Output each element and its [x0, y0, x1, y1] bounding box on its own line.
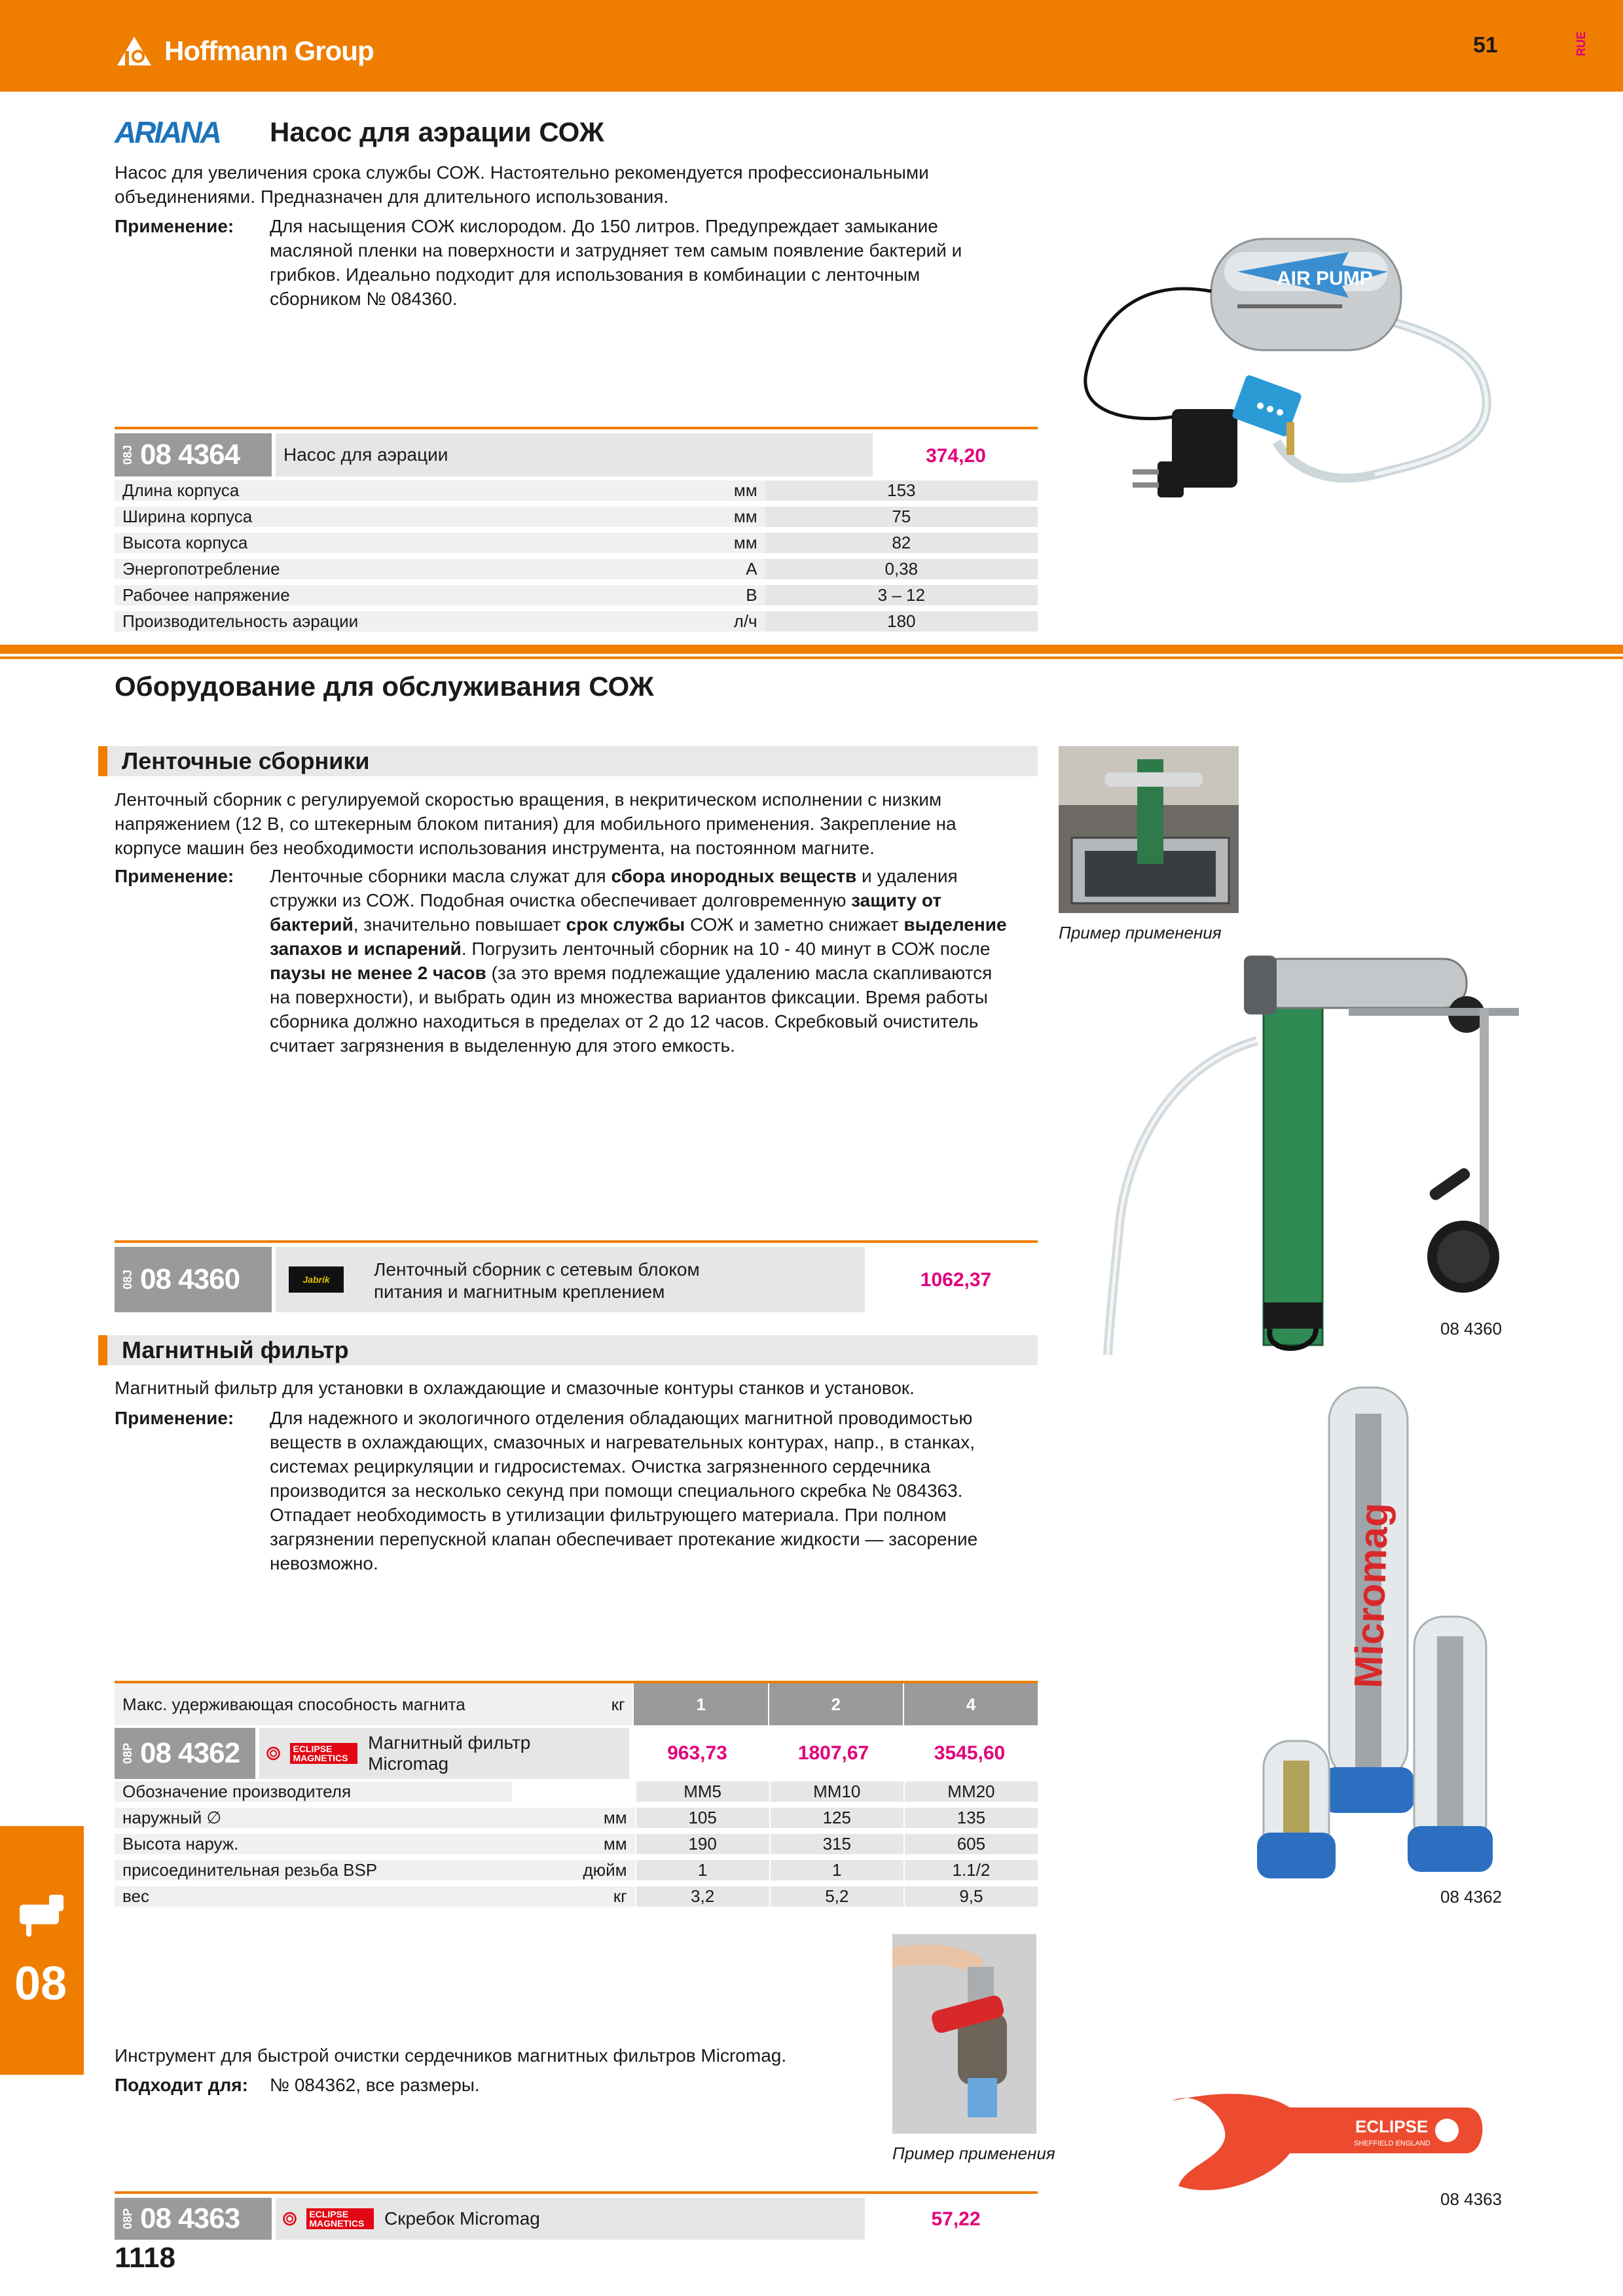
spec-row: наружный ∅ мм 105 125 135: [115, 1805, 1038, 1831]
aeration-intro: Насос для увеличения срока службы СОЖ. Настоятельно рекомендуется профессиональными объединениями. Предназначен для длительного использования.: [115, 162, 929, 207]
scraper-price: 57,22: [931, 2208, 981, 2230]
footer-page-number: 1118: [115, 2242, 176, 2274]
air-pump-image: [1061, 226, 1532, 540]
magfilter-price: 3545,60: [934, 1742, 1006, 1764]
aeration-app-label: Применение:: [115, 216, 234, 236]
magfilter-product-name: Магнитный фильтр Micromag: [368, 1732, 531, 1774]
belt-caption: Пример применения: [1059, 923, 1222, 942]
chapter-number: 08: [14, 1958, 67, 2010]
spec-row: Длина корпуса мм 153: [115, 478, 1038, 504]
belt-app-label: Применение:: [115, 866, 234, 886]
magfilter-app-text: Для надежного и экологичного отделения обладающих магнитной проводимостью веществ в охлаждающих, смазочных и нагревательных контурах, напр., в станках, системах рециркуляции и гидросистемах. Очистка загрязненного сердечника производится за несколько секунд при помощи специального скребка № 084363. Отпадает необходимость в утилизации фильтрующего материала. При полном загрязнении перепускной клапан обеспечивает протекание жидкости — засорение невозможно.: [270, 1408, 978, 1573]
scraper-image: [1159, 2081, 1493, 2199]
art-number: 08 4360: [140, 1263, 240, 1295]
magfilter-intro: Магнитный фильтр для установки в охлаждающие и смазочные контуры станков и установок.: [115, 1378, 915, 1398]
belt-product-name: Ленточный сборник с сетевым блоком питания и магнитным креплением: [374, 1259, 700, 1302]
magfilter-head-row: Макс. удерживающая способность магнита кг 1 2 4: [115, 1683, 1038, 1725]
magfilter-subhead: Магнитный фильтр: [98, 1335, 1038, 1365]
belt-application-photo: [1059, 746, 1239, 913]
aeration-title: Насос для аэрации СОЖ: [270, 117, 604, 147]
magfilter-price: 1807,67: [797, 1742, 869, 1764]
spec-row: Обозначение производителя MM5 MM10 MM20: [115, 1779, 1038, 1805]
belt-skimmer-image: [1087, 936, 1519, 1361]
spec-row: Производительность аэрации л/ч 180: [115, 609, 1038, 635]
art-prefix: 08J: [121, 1269, 134, 1290]
belt-app-text: Ленточные сборники масла служат для сбора инородных веществ и удаления стружки из СОЖ. Подобная очистка обеспечивает долговременную защиту от бактерий, значительно повышает срок службы СОЖ и заметно снижает выделение запахов и испарений. Погрузить ленточный сборник на 10 - 40 минут в СОЖ после паузы не менее 2 часов (за это время подлежащие удалению масла скапливаются на поверхности), и выбрать один из множества вариантов фиксации. Время работы сборника должно находиться в пределах от 2 до 12 часов. Скребковый очиститель считает загрязнения в выделенную для этого емкость.: [270, 866, 1007, 1056]
belt-subhead: Ленточные сборники: [98, 746, 1038, 776]
aeration-spec-table: [115, 478, 1038, 635]
art-number: 08 4364: [140, 439, 240, 471]
belt-price: 1062,37: [920, 1269, 992, 1291]
hoffmann-logo-icon: [115, 34, 158, 68]
scraper-fits-text: № 084362, все размеры.: [270, 2075, 480, 2095]
eclipse-logo: ECLIPSE MAGNETICS: [266, 1742, 357, 1765]
magfilter-product-row[interactable]: [115, 1728, 1038, 1779]
chapter-tab[interactable]: [0, 1826, 84, 2075]
aeration-product-name: Насос для аэрации: [276, 433, 873, 476]
belt-product-cell: [276, 1247, 865, 1312]
aeration-art-box: [115, 433, 272, 476]
spec-row: Высота наруж. мм 190 315 605: [115, 1831, 1038, 1857]
aeration-product-row[interactable]: [115, 427, 1038, 478]
page-number: 51: [1473, 33, 1498, 58]
lang-tag: RUE: [1575, 31, 1588, 57]
pump-label-text: AIR PUMP: [1277, 268, 1373, 289]
belt-intro: Ленточный сборник с регулируемой скоростью вращения, в некритическом исполнении с низким напряжением (12 В, со штекерным блоком питания) для мобильного применения. Закрепление на корпусе машин без необходимости использования инструмента, на постоянном магните.: [115, 789, 957, 858]
belt-image-label: 08 4360: [1440, 1319, 1502, 1338]
micromag-word: Micromag: [1346, 1501, 1396, 1689]
scraper-application-photo: [892, 1934, 1036, 2134]
micromag-image: [1244, 1374, 1519, 1885]
scraper-fits-label: Подходит для:: [115, 2075, 248, 2095]
spec-row: Рабочее напряжение B 3 – 12: [115, 583, 1038, 609]
section-divider-line: [0, 656, 1623, 659]
belt-product-row[interactable]: [115, 1240, 1038, 1314]
scraper-product-row[interactable]: [115, 2191, 1038, 2241]
art-prefix: 08J: [121, 444, 134, 465]
scraper-engraving-sub: SHEFFIELD ENGLAND: [1354, 2140, 1431, 2147]
magfilter-art-box: 08P 08 4362: [115, 1728, 255, 1779]
magfilter-product-cell: [259, 1728, 629, 1779]
magfilter-app-label: Применение:: [115, 1408, 234, 1428]
brand-name: Hoffmann Group: [164, 35, 374, 66]
spec-row: вес кг 3,2 5,2 9,5: [115, 1884, 1038, 1910]
spec-row: Энергопотребление A 0,38: [115, 556, 1038, 583]
magfilter-table: [115, 1681, 1038, 1910]
hoffmann-logo[interactable]: [115, 34, 374, 68]
magfilter-price: 963,73: [667, 1742, 727, 1764]
scraper-engraving: ECLIPSE: [1355, 2117, 1429, 2136]
ariana-logo: ARIANA: [115, 115, 220, 149]
service-title: Оборудование для обслуживания СОЖ: [115, 671, 654, 702]
spec-row: Высота корпуса мм 82: [115, 530, 1038, 556]
spec-row: Ширина корпуса мм 75: [115, 504, 1038, 530]
section-divider: [0, 645, 1623, 654]
scraper-art-box: 08P 08 4363: [115, 2198, 272, 2240]
scraper-image-label: 08 4363: [1440, 2189, 1502, 2209]
spec-row: присоединительная резьба BSP дюйм 1 1 1.1/2: [115, 1857, 1038, 1884]
jabrik-logo: Jabrik: [289, 1266, 344, 1293]
scraper-product-name: Скребок Micromag: [384, 2208, 540, 2229]
aeration-price: 374,20: [926, 445, 986, 467]
coolant-icon: [13, 1885, 72, 1937]
scraper-intro: Инструмент для быстрой очистки сердечников магнитных фильтров Micromag.: [115, 2045, 787, 2066]
scraper-caption: Пример применения: [892, 2144, 1055, 2163]
magfilter-image-label: 08 4362: [1440, 1887, 1502, 1907]
belt-art-box: [115, 1247, 272, 1312]
aeration-app-text: Для насыщения СОЖ кислородом. До 150 литров. Предупреждает замыкание масляной пленки на поверхности и затрудняет тем самым появление бактерий и грибков. Идеально подходит для использования в комбинации с ленточным сборником № 084360.: [270, 216, 962, 309]
eclipse-logo: ECLIPSE MAGNETICS: [282, 2207, 374, 2231]
scraper-product-cell: [276, 2198, 865, 2240]
